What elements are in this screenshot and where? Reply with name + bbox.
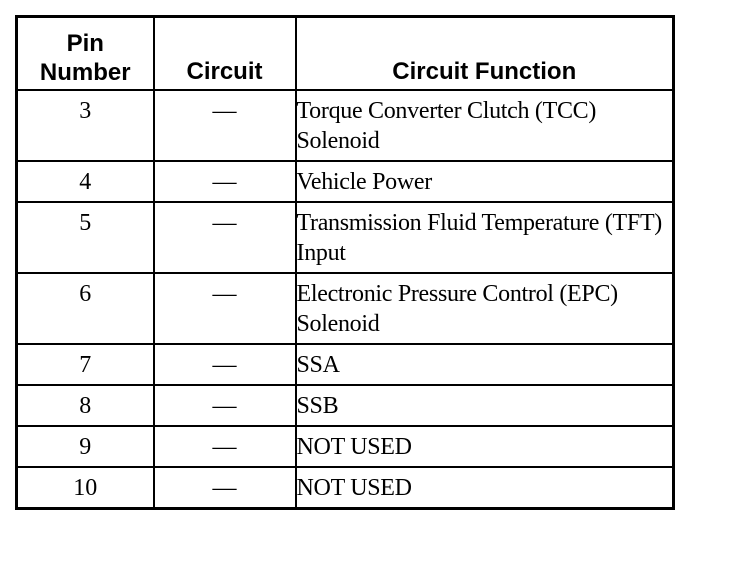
table-row bbox=[17, 161, 674, 202]
cell-circuit: — bbox=[154, 467, 296, 509]
cell-circuit-function: SSB bbox=[296, 385, 674, 426]
table-row bbox=[17, 202, 674, 273]
cell-pin-number: 7 bbox=[17, 344, 154, 385]
table-row bbox=[17, 344, 674, 385]
cell-circuit: — bbox=[154, 385, 296, 426]
pin-circuit-table bbox=[15, 15, 675, 510]
table-row bbox=[17, 467, 674, 509]
cell-circuit-function: Vehicle Power bbox=[296, 161, 674, 202]
cell-circuit: — bbox=[154, 90, 296, 161]
table-row bbox=[17, 90, 674, 161]
cell-circuit-function: Transmission Fluid Temperature (TFT) Input bbox=[296, 202, 674, 273]
cell-circuit: — bbox=[154, 344, 296, 385]
cell-pin-number: 6 bbox=[17, 273, 154, 344]
cell-circuit-function: NOT USED bbox=[296, 467, 674, 509]
cell-circuit: — bbox=[154, 426, 296, 467]
header-circuit-function: Circuit Function bbox=[296, 17, 674, 91]
cell-pin-number: 9 bbox=[17, 426, 154, 467]
cell-pin-number: 10 bbox=[17, 467, 154, 509]
cell-circuit-function: Electronic Pressure Control (EPC) Solenoid bbox=[296, 273, 674, 344]
cell-pin-number: 8 bbox=[17, 385, 154, 426]
cell-circuit: — bbox=[154, 202, 296, 273]
table-row bbox=[17, 273, 674, 344]
cell-pin-number: 5 bbox=[17, 202, 154, 273]
header-pin-number bbox=[17, 17, 154, 91]
table-header-row bbox=[17, 17, 674, 91]
header-circuit: Circuit bbox=[154, 17, 296, 91]
cell-circuit-function: Torque Converter Clutch (TCC) Solenoid bbox=[296, 90, 674, 161]
cell-pin-number: 4 bbox=[17, 161, 154, 202]
table-row bbox=[17, 385, 674, 426]
cell-pin-number: 3 bbox=[17, 90, 154, 161]
cell-circuit: — bbox=[154, 273, 296, 344]
cell-circuit-function: NOT USED bbox=[296, 426, 674, 467]
header-pin-line2: Number bbox=[39, 59, 131, 86]
table-row bbox=[17, 426, 674, 467]
cell-circuit: — bbox=[154, 161, 296, 202]
cell-circuit-function: SSA bbox=[296, 344, 674, 385]
header-pin-line1: Pin bbox=[66, 30, 104, 57]
